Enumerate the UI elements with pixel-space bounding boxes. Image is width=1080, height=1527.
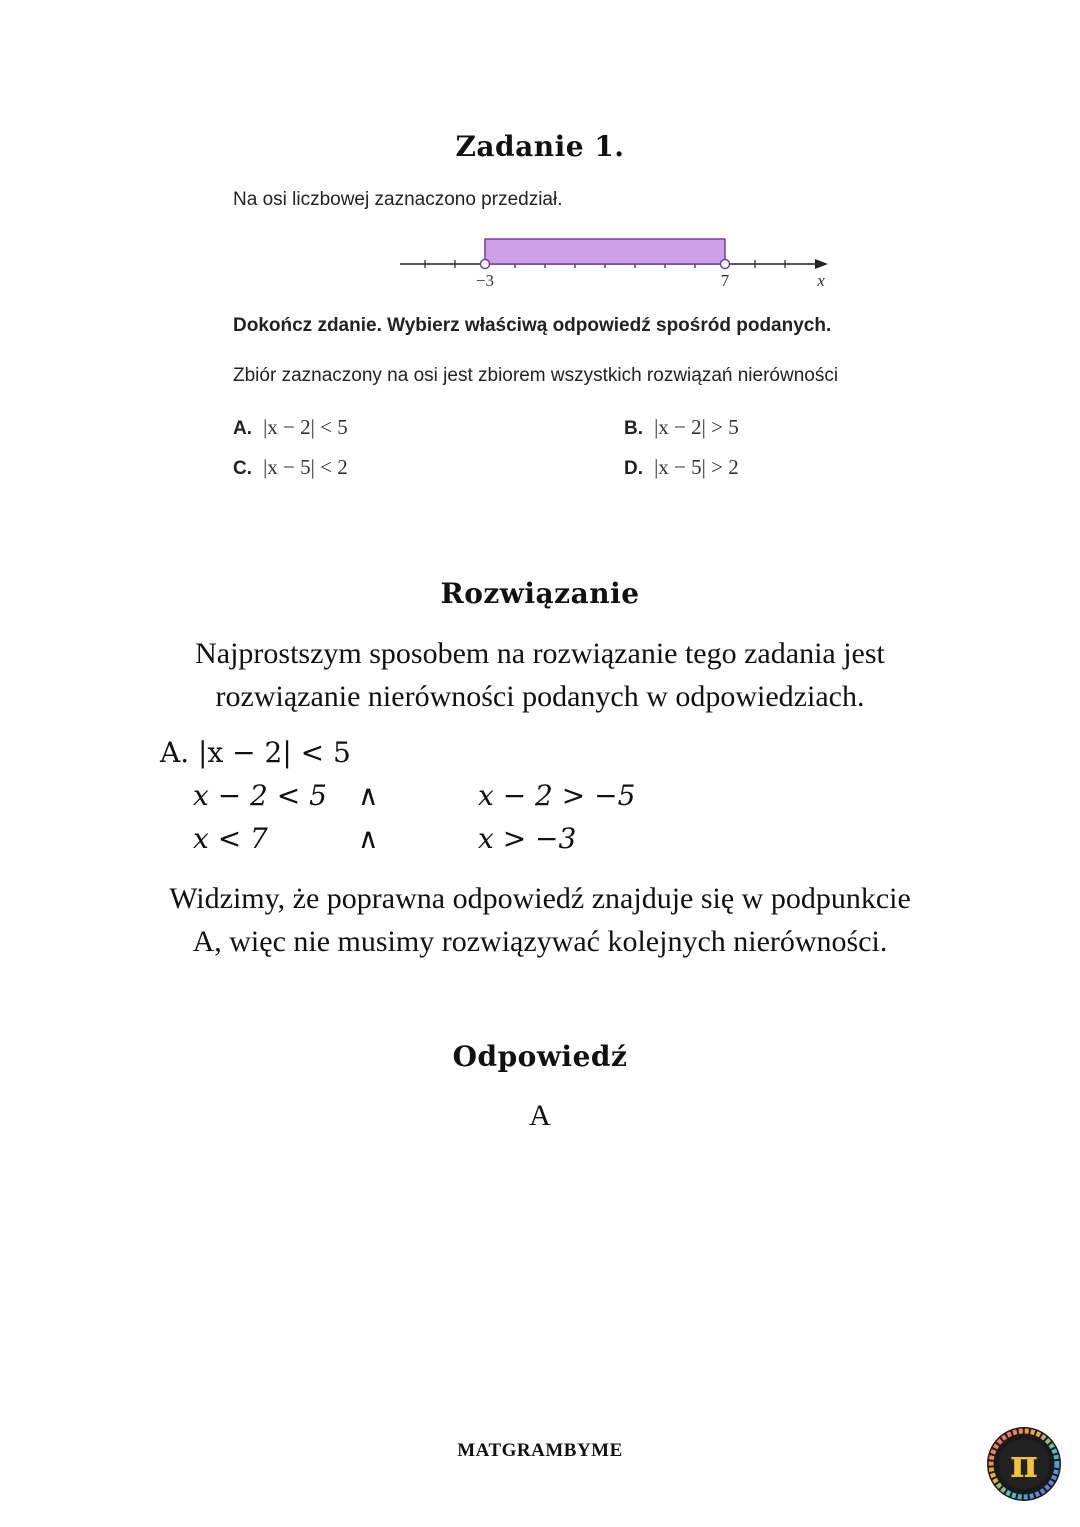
- interval-end-point: [721, 260, 730, 269]
- option-letter: D.: [624, 458, 643, 479]
- solution-intro-line-1: Najprostszym sposobem na rozwiązanie tego zadania jest: [195, 637, 885, 670]
- interval-start-point: [481, 260, 490, 269]
- option-expression: |x − 2| > 5: [654, 415, 739, 439]
- conclusion-line-1: Widzimy, że poprawna odpowiedź znajduje się w podpunkcie: [169, 882, 911, 915]
- row-1-operator: ∧: [358, 779, 379, 812]
- task-intro: Na osi liczbowej zaznaczono przedział.: [233, 189, 563, 210]
- option-expression: |x − 2| < 5: [263, 415, 348, 439]
- axis-label: x: [817, 271, 825, 290]
- option-letter: A.: [233, 418, 252, 439]
- solution-case-label: A. |x − 2| < 5: [160, 736, 351, 769]
- option-expression: |x − 5| > 2: [654, 455, 739, 479]
- footer-brand: MATGRAMBYME: [457, 1440, 623, 1461]
- pi-logo-icon: [985, 1425, 1063, 1503]
- option-letter: B.: [624, 418, 643, 439]
- option-letter: C.: [233, 458, 252, 479]
- interval-start-label: −3: [475, 271, 495, 290]
- task-title: Zadanie 1.: [455, 130, 625, 163]
- number-line: [395, 228, 845, 292]
- option-a: [233, 415, 348, 440]
- option-b: [624, 415, 739, 440]
- solution-title: Rozwiązanie: [440, 577, 640, 610]
- option-c: [233, 455, 348, 480]
- task-statement: Zbiór zaznaczony na osi jest zbiorem wszystkich rozwiązań nierówności: [233, 365, 839, 386]
- row-1-right: x − 2 > −5: [478, 779, 636, 812]
- answer-title: Odpowiedź: [452, 1040, 628, 1073]
- row-2-left: x < 7: [193, 822, 268, 855]
- row-1-left: x − 2 < 5: [193, 779, 327, 812]
- row-2-right: x > −3: [478, 822, 577, 855]
- task-instruction: Dokończ zdanie. Wybierz właściwą odpowiedź spośród podanych.: [233, 315, 832, 336]
- axis-arrow-icon: [815, 259, 828, 269]
- option-d: [624, 455, 739, 480]
- answer-value: A: [529, 1099, 551, 1132]
- interval-end-label: 7: [720, 271, 730, 290]
- logo-symbol: π: [1010, 1441, 1038, 1486]
- option-expression: |x − 5| < 2: [263, 455, 348, 479]
- conclusion-line-2: A, więc nie musimy rozwiązywać kolejnych nierówności.: [192, 925, 888, 958]
- interval-highlight: [485, 239, 725, 264]
- row-2-operator: ∧: [358, 822, 379, 855]
- solution-intro-line-2: rozwiązanie nierówności podanych w odpowiedziach.: [215, 680, 865, 713]
